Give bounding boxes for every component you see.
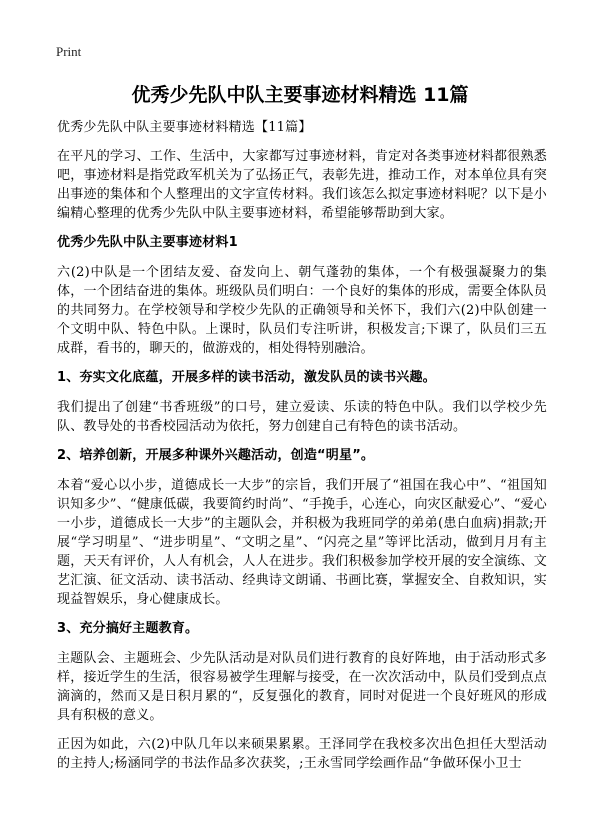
section-1-title: 优秀少先队中队主要事迹材料1 xyxy=(57,235,238,250)
intro-paragraph: 在平凡的学习、工作、生活中，大家都写过事迹材料，肯定对各类事迹材料都很熟悉吧，事迹材料是指党政军机关为了弘扬正气，表彰先进，推动工作，对本单位具有突出事迹的集体和个人整理出的文字宣传材料。我们该怎么拟定事迹材料呢？以下是小编精心整理的优秀少先队中队主要事迹材料，希望能够帮助到大家。 xyxy=(57,149,547,221)
document-title: 优秀少先队中队主要事迹材料精选 11篇 xyxy=(131,84,469,106)
section-1-paragraph: 六(2)中队是一个团结友爱、奋发向上、朝气蓬勃的集体，一个有极强凝聚力的集体，一个团结奋进的集体。班级队员们明白：一个良好的集体的形成，需要全体队员的共同努力。在学校领导和学校少先队的正确领导和关怀下，我们六(2)中队创建一个文明中队、特色中队。上课时，队员们专注听讲，积极发言;下课了，队员们三五成群，看书的，聊天的，做游戏的，相处得特别融洽。 xyxy=(57,265,547,356)
print-label: Print xyxy=(56,44,82,59)
closing-paragraph: 正因为如此，六(2)中队几年以来硕果累累。王泽同学在我校多次出色担任大型活动的主持人;杨涵同学的书法作品多次获奖，;王永雪同学绘画作品“争做环保小卫士 xyxy=(57,737,547,771)
document-subtitle: 优秀少先队中队主要事迹材料精选【11篇】 xyxy=(57,120,312,135)
heading-1: 1、夯实文化底蕴，开展多样的读书活动，激发队员的读书兴趣。 xyxy=(57,370,436,385)
heading-3-paragraph: 主题队会、主题班会、少先队活动是对队员们进行教育的良好阵地，由于活动形式多样，接近学生的生活，很容易被学生理解与接受，在一次次活动中，队员们受到点点滴滴的，然而又是日积月累的“，反复强化的教育，同时对促进一个良好班风的形成具有积极的意义。 xyxy=(57,651,547,723)
heading-2-paragraph: 本着“爱心以小步，道德成长一大步”的宗旨，我们开展了“祖国在我心中”、“祖国知识知多少”、“健康低碳，我要简约时尚”、“手挽手，心连心，向灾区献爱心”、“爱心一小步，道德成长一大步”的主题队会，并积极为我班同学的弟弟(患白血病)捐款;开展“学习明星”、“进步明星”、“文明之星”、“闪亮之星”等评比活动，做到月月有主题，天天有评价，人人有机会，人人在进步。我们积极参加学校开展的安全演练、文艺汇演、征文活动、读书活动、经典诗文朗诵、书画比赛，掌握安全、自救知识，实现益智娱乐，身心健康成长。 xyxy=(57,478,547,607)
heading-1-paragraph: 我们提出了创建“书香班级”的口号，建立爱读、乐读的特色中队。我们以学校少先队、教导处的书香校园活动为依托，努力创建自己有特色的读书活动。 xyxy=(57,400,547,434)
heading-2: 2、培养创新，开展多种课外兴趣活动，创造“明星”。 xyxy=(57,448,375,463)
document-body xyxy=(57,118,547,783)
heading-3: 3、充分搞好主题教育。 xyxy=(57,621,199,636)
